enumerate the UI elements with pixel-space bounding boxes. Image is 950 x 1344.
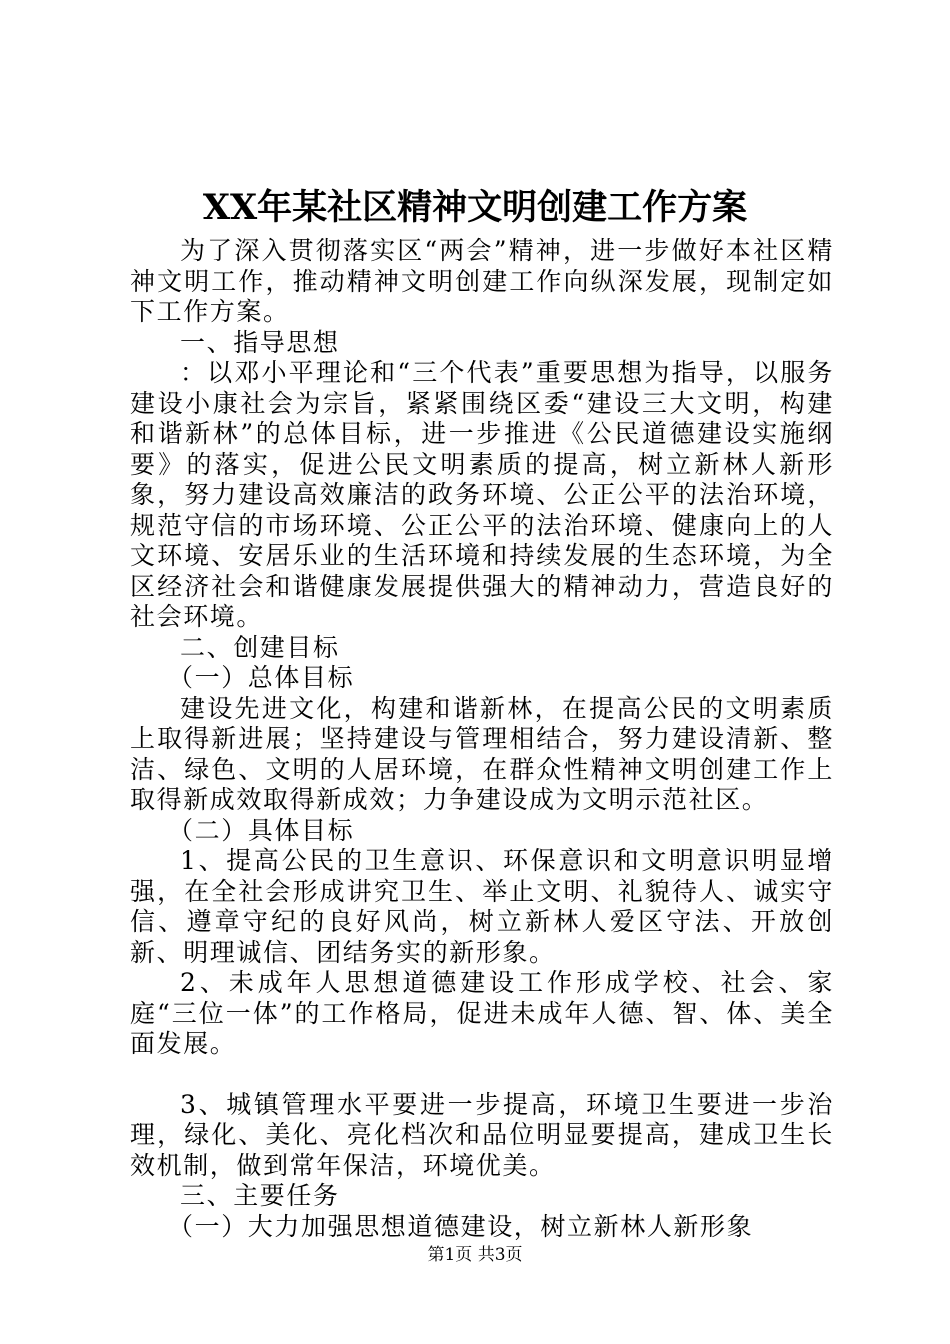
specific-goal-3: 3、城镇管理水平要进一步提高，环境卫生要进一步治理，绿化、美化、亮化档次和品位明显要提高，建成卫生长效机制，做到常年保洁，环境优美。: [130, 1089, 834, 1180]
page-footer: 第1页 共3页: [427, 1245, 523, 1265]
subheading-overall-goal: （一）总体目标: [168, 663, 355, 692]
paragraph-gap: [130, 1060, 834, 1090]
specific-goal-1: 1、提高公民的卫生意识、环保意识和文明意识明显增强，在全社会形成讲究卫生、举止文明、礼貌待人、诚实守信、遵章守纪的良好风尚，树立新林人爱区守法、开放创新、明理诚信、团结务实的新形象。: [130, 846, 834, 967]
section-heading-goals: 二、创建目标: [180, 632, 340, 662]
document-title: XX年某社区精神文明创建工作方案: [202, 187, 748, 228]
specific-goal-2: 2、未成年人思想道德建设工作形成学校、社会、家庭“三位一体”的工作格局，促进未成年人德、智、体、美全面发展。: [130, 968, 834, 1058]
section-heading-main-tasks: 三、主要任务: [180, 1181, 340, 1210]
subheading-specific-goals: （二）具体目标: [168, 815, 355, 845]
section-heading-guiding-thought: 一、指导思想: [180, 327, 340, 357]
guiding-thought-paragraph: ：以邓小平理论和“三个代表”重要思想为指导，以服务建设小康社会为宗旨，紧紧围绕区委“建设三大文明，构建和谐新林”的总体目标，进一步推进《公民道德建设实施纲要》的落实，促进公民文明素质的提高，树立新林人新形象，努力建设高效廉洁的政务环境、公正公平的法治环境，规范守信的市场环境、公正公平的法治环境、健康向上的人文环境、安居乐业的生活环境和持续发展的生态环境，为全区经济社会和谐健康发展提供强大的精神动力，营造良好的社会环境。: [130, 358, 834, 631]
intro-paragraph: 为了深入贯彻落实区“两会”精神，进一步做好本社区精神文明工作，推动精神文明创建工作向纵深发展，现制定如下工作方案。: [130, 236, 834, 326]
subheading-task-1: （一）大力加强思想道德建设，树立新林人新形象: [168, 1211, 754, 1241]
document-body: [130, 236, 834, 1242]
overall-goal-paragraph: 建设先进文化，构建和谐新林，在提高公民的文明素质上取得新进展；坚持建设与管理相结合，努力建设清新、整洁、绿色、文明的人居环境，在群众性精神文明创建工作上取得新成效取得新成效；力争建设成为文明示范社区。: [130, 693, 834, 814]
